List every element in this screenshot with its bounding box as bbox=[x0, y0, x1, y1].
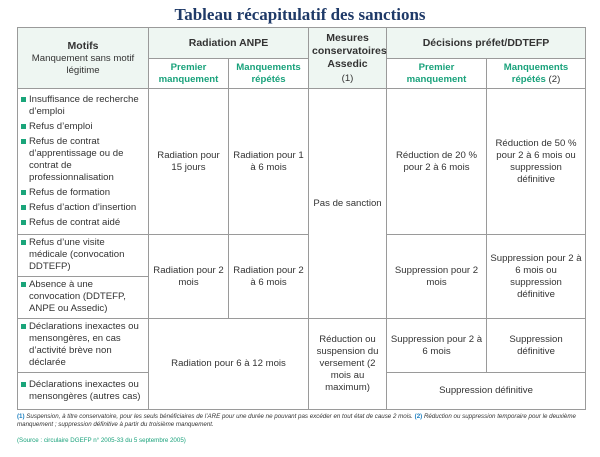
motif-visite-medicale bbox=[18, 235, 149, 277]
header-dec-repetes-label: Manquements répétés bbox=[503, 61, 569, 85]
g3-dec-repetes: Suppression définitive bbox=[487, 319, 586, 373]
g2-rad-premier: Radiation pour 2 mois bbox=[149, 235, 229, 319]
g3-mesures: Réduction ou suspension du versement (2 mois au maximum) bbox=[309, 319, 387, 410]
g2-dec-repetes: Suppression pour 2 à 6 mois ou suppression définitive bbox=[487, 235, 586, 319]
g3-radiation: Radiation pour 6 à 12 mois bbox=[149, 319, 309, 410]
header-dec-repetes bbox=[487, 59, 586, 89]
list-item: Refus de contrat d’apprentissage ou de contrat de professionnalisation bbox=[21, 136, 145, 184]
list-item: Déclarations inexactes ou mensongères, en cas d’activité brève non déclarée bbox=[21, 321, 145, 369]
source-note: (Source : circulaire DGEFP n° 2005-33 du 5 septembre 2005) bbox=[17, 437, 186, 444]
g1-dec-repetes: Réduction de 50 % pour 2 à 6 mois ou suppression définitive bbox=[487, 89, 586, 235]
header-motifs bbox=[18, 28, 149, 89]
footnote-2-marker: (2) bbox=[414, 413, 423, 420]
footnote-1-text: Suspension, à titre conservatoire, pour les seuls bénéficiaires de l’ARE pour une durée ne pouvant pas excéder en tout état de cause 2 mois. bbox=[26, 413, 413, 420]
g3-dec-premier: Suppression pour 2 à 6 mois bbox=[387, 319, 487, 373]
list-item: Refus de formation bbox=[21, 187, 145, 199]
header-mesures bbox=[309, 28, 387, 89]
list-item: Absence à une convocation (DDTEFP, ANPE ou Assedic) bbox=[21, 279, 145, 315]
g1-mesures: Pas de sanction bbox=[309, 89, 387, 319]
footnote bbox=[17, 413, 585, 429]
list-item: Refus d’une visite médicale (convocation DDTEFP) bbox=[21, 237, 145, 273]
g1-dec-premier: Réduction de 20 % pour 2 à 6 mois bbox=[387, 89, 487, 235]
header-mesures-note: (1) bbox=[341, 72, 354, 84]
sanctions-table bbox=[17, 27, 586, 410]
header-radiation: Radiation ANPE bbox=[149, 28, 309, 59]
g2-rad-repetes: Radiation pour 2 à 6 mois bbox=[229, 235, 309, 319]
motif-absence-convocation bbox=[18, 277, 149, 319]
motif-declarations-autres bbox=[18, 373, 149, 410]
footnote-1-marker: (1) bbox=[17, 413, 25, 420]
motifs-group-1 bbox=[18, 89, 149, 235]
header-motifs-sub: Manquement sans motif légitime bbox=[31, 52, 135, 76]
header-rad-repetes: Manquements répétés bbox=[229, 59, 309, 89]
header-decisions: Décisions préfet/DDTEFP bbox=[387, 28, 586, 59]
header-mesures-title: Mesures conservatoires Assedic bbox=[312, 31, 387, 70]
list-item: Refus d’emploi bbox=[21, 121, 145, 133]
list-item: Refus de contrat aidé bbox=[21, 217, 145, 229]
footnote-2-text: Réduction ou suppression temporaire pour le deuxième manquement ; suppression définitive à partir du troisième manquement. bbox=[17, 413, 576, 428]
header-rad-premier: Premier manquement bbox=[149, 59, 229, 89]
motif-declarations-activite bbox=[18, 319, 149, 373]
g3-dec-autres: Suppression définitive bbox=[387, 373, 586, 410]
list-item: Refus d’action d’insertion bbox=[21, 202, 145, 214]
g1-rad-premier: Radiation pour 15 jours bbox=[149, 89, 229, 235]
page-title: Tableau récapitulatif des sanctions bbox=[174, 5, 426, 24]
g1-rad-repetes: Radiation pour 1 à 6 mois bbox=[229, 89, 309, 235]
list-item: Déclarations inexactes ou mensongères (autres cas) bbox=[21, 379, 145, 403]
header-motifs-title: Motifs bbox=[67, 39, 99, 52]
header-dec-repetes-note: (2) bbox=[548, 73, 561, 85]
list-item: Insuffisance de recherche d’emploi bbox=[21, 94, 145, 118]
header-dec-premier: Premier manquement bbox=[387, 59, 487, 89]
g2-dec-premier: Suppression pour 2 mois bbox=[387, 235, 487, 319]
